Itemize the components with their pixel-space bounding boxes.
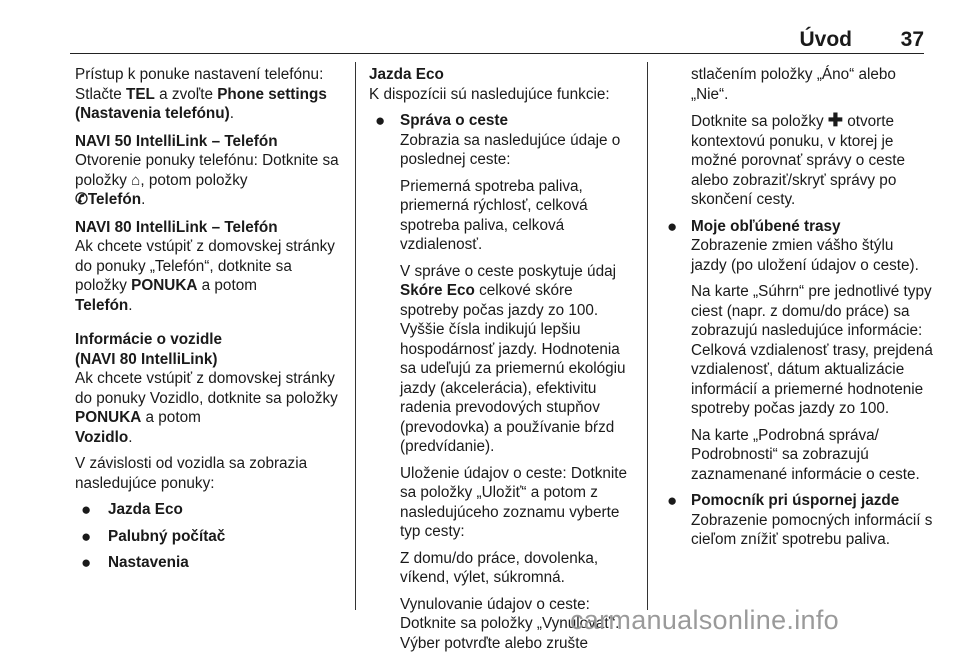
eco-function-list xyxy=(369,111,635,653)
vehicle-heading-1: Informácie o vozidle xyxy=(75,331,223,348)
bullet-icon: ● xyxy=(667,216,678,236)
eco-function-list-cont xyxy=(667,216,933,550)
item-title: Pomocník pri úspornej jazde xyxy=(691,492,900,509)
paragraph: Na karte „Súhrn“ pre jednotlivé typy ciest (napr. z domu/do práce) sa zobrazujú nasledujúce informácie: Celková vzdialenosť trasy, prejdená vzdialenosť, dátum aktualizácie informácií a priemerné hodnotenie spotreby počas jazdy zo 100. xyxy=(691,283,933,417)
phone-icon: ✆ xyxy=(75,191,88,208)
eco-intro: K dispozícii sú nasledujúce funkcie: xyxy=(369,85,610,103)
list-item xyxy=(667,216,933,485)
bullet-icon: ● xyxy=(81,553,92,572)
eco-heading: Jazda Eco xyxy=(369,66,444,83)
paragraph: Na karte „Podrobná správa/ Podrobnosti“ sa zobrazujú zaznamenané informácie o ceste. xyxy=(691,426,920,483)
navi80-paragraph xyxy=(75,237,347,315)
text: . xyxy=(128,428,133,446)
text: , potom položky xyxy=(140,171,248,189)
list-item xyxy=(75,527,347,547)
text: . xyxy=(141,191,146,208)
eco-score-label: Skóre Eco xyxy=(400,282,475,299)
item-title: Správa o ceste xyxy=(400,112,508,129)
list-item xyxy=(667,491,933,550)
text: Dotknite sa položky xyxy=(691,113,828,130)
paragraph: Zobrazia sa nasledujúce údaje o poslednej ceste: xyxy=(400,131,621,168)
bullet-icon: ● xyxy=(81,526,92,546)
bullet-icon: ● xyxy=(667,491,678,510)
page-title: Úvod xyxy=(799,28,852,51)
list-item xyxy=(75,500,347,520)
paragraph: Z domu/do práce, dovolenka, víkend, výlet, súkromná. xyxy=(400,549,599,586)
item-title: Moje obľúbené trasy xyxy=(691,217,841,235)
text: a potom xyxy=(197,277,257,294)
text: otvorte kontextovú ponuku, v ktorej je možné porovnať správy o ceste alebo zobraziť/skryť správy po skončení cesty. xyxy=(691,113,906,208)
navi50-paragraph xyxy=(75,151,347,210)
navi50-heading: NAVI 50 IntelliLink – Telefón xyxy=(75,132,278,150)
column-3 xyxy=(667,65,933,557)
text: . xyxy=(128,296,133,314)
ponuka-label: PONUKA xyxy=(131,277,198,294)
paragraph xyxy=(400,262,635,457)
home-icon: ⌂ xyxy=(131,171,141,189)
text: Otvorenie ponuky telefónu: Dotknite sa položky xyxy=(75,152,339,189)
menu-list xyxy=(75,500,347,573)
header-divider xyxy=(70,53,924,54)
column-divider-1 xyxy=(355,62,356,610)
paragraph: Uloženie údajov o ceste: Dotknite sa položky „Uložiť“ a potom z nasledujúceho zoznamu vyberte typ cesty: xyxy=(400,464,628,540)
paragraph xyxy=(691,111,933,210)
text: celkové skóre spotreby počas jazdy zo 100. Vyššie čísla indikujú lepšiu hospodárnosť jazdy. Hodnotenia sa udeľujú za priemernú ekológiu jazdy (akcelerácia), efektivitu radenia prevodových stupňov (prevodovka) a používanie bŕzd (predvídanie). xyxy=(400,282,626,455)
menus-intro: V závislosti od vozidla sa zobrazia nasledujúce ponuky: xyxy=(75,455,308,492)
bullet-icon: ● xyxy=(375,111,386,130)
list-item xyxy=(75,553,347,573)
phone-settings-label: Phone settings (Nastavenia telefónu) xyxy=(75,85,327,122)
menu-item-label: Palubný počítač xyxy=(108,527,226,545)
menu-item-label: Nastavenia xyxy=(108,554,189,571)
plus-icon: ✚ xyxy=(827,110,843,130)
telefon-label: Telefón xyxy=(75,296,129,314)
column-2 xyxy=(369,65,635,660)
text: Ak chcete vstúpiť z domovskej stránky do ponuky „Telefón“, dotknite sa položky xyxy=(75,238,335,294)
text: a zvoľte xyxy=(154,85,218,103)
text: Prístup k ponuke nastavení telefónu: Stlačte xyxy=(75,66,324,103)
page-header xyxy=(70,28,924,54)
list-item xyxy=(369,111,635,653)
vehicle-heading-2: (NAVI 80 IntelliLink) xyxy=(75,350,218,368)
paragraph: Vynulovanie údajov o ceste: Dotknite sa položky „Vynulovať“. Výber potvrďte alebo zrušte xyxy=(400,595,620,652)
tel-key: TEL xyxy=(126,85,155,103)
phone-label: Telefón xyxy=(87,191,142,208)
vehicle-paragraph xyxy=(75,369,347,447)
paragraph: Zobrazenie pomocných informácií s cieľom znížiť spotrebu paliva. xyxy=(691,511,933,548)
column-1 xyxy=(75,65,347,580)
phone-access-paragraph xyxy=(75,65,347,124)
paragraph: Priemerná spotreba paliva, priemerná rýchlosť, celková spotreba paliva, celková vzdialenosť. xyxy=(400,177,588,253)
paragraph: Zobrazenie zmien vášho štýlu jazdy (po uložení údajov o ceste). xyxy=(691,237,919,274)
navi80-heading: NAVI 80 IntelliLink – Telefón xyxy=(75,218,278,236)
text: a potom xyxy=(141,409,201,426)
text: Ak chcete vstúpiť z domovskej stránky do ponuky Vozidlo, dotknite sa položky xyxy=(75,370,338,407)
ponuka-label: PONUKA xyxy=(75,409,142,426)
bullet-icon: ● xyxy=(81,500,92,519)
watermark: carmanualsonline.info xyxy=(570,605,839,635)
paragraph: stlačením položky „Áno“ alebo „Nie“. xyxy=(691,66,896,103)
column-divider-2 xyxy=(647,62,648,610)
text: . xyxy=(229,105,234,122)
menu-item-label: Jazda Eco xyxy=(108,501,183,518)
text: V správe o ceste poskytuje údaj xyxy=(400,262,616,280)
vozidlo-label: Vozidlo xyxy=(75,428,129,446)
page-number: 37 xyxy=(900,28,924,51)
